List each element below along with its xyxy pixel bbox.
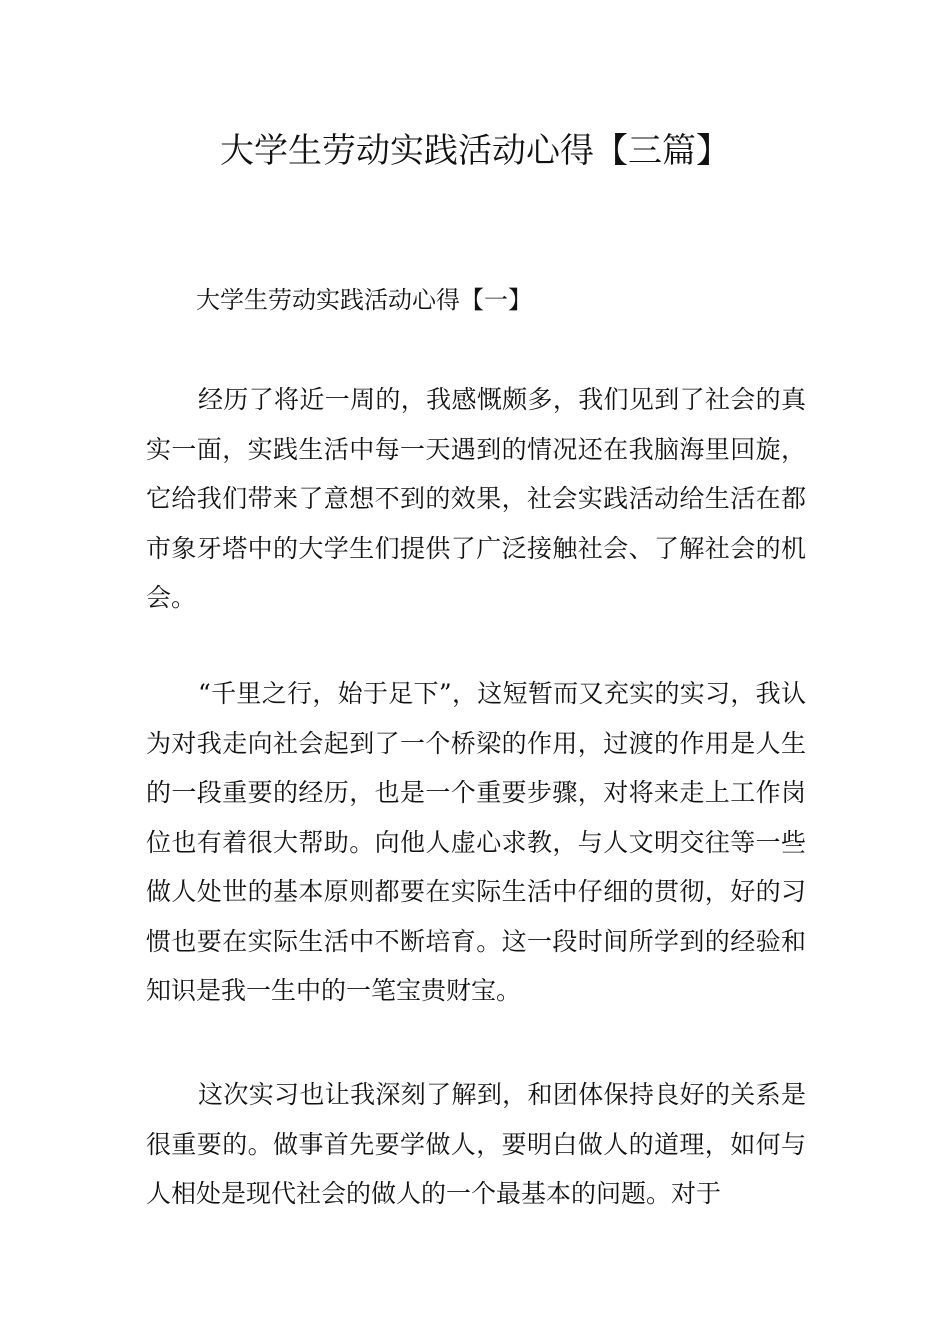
paragraph-2: “千里之行，始于足下”，这短暂而又充实的实习，我认为对我走向社会起到了一个桥梁的作用，过渡的作用是人生的一段重要的经历，也是一个重要步骤，对将来走上工作岗位也有着很大帮助。向他人虚心求教，与人文明交往等一些做人处世的基本原则都要在实际生活中仔细的贯彻，好的习惯也要在实际生活中不断培育。这一段时间所学到的经验和知识是我一生中的一笔宝贵财宝。 [146, 679, 806, 1005]
section-heading: 大学生劳动实践活动心得【一】 [196, 286, 532, 314]
paragraph-3: 这次实习也让我深刻了解到，和团体保持良好的关系是很重要的。做事首先要学做人，要明白做人的道理，如何与人相处是现代社会的做人的一个最基本的问题。对于 [146, 1080, 806, 1208]
document-title: 大学生劳动实践活动心得【三篇】 [220, 131, 730, 171]
paragraph-1: 经历了将近一周的，我感慨颇多，我们见到了社会的真实一面，实践生活中每一天遇到的情况还在我脑海里回旋，它给我们带来了意想不到的效果，社会实践活动给生活在都市象牙塔中的大学生们提供了广泛接触社会、了解社会的机会。 [146, 385, 806, 612]
